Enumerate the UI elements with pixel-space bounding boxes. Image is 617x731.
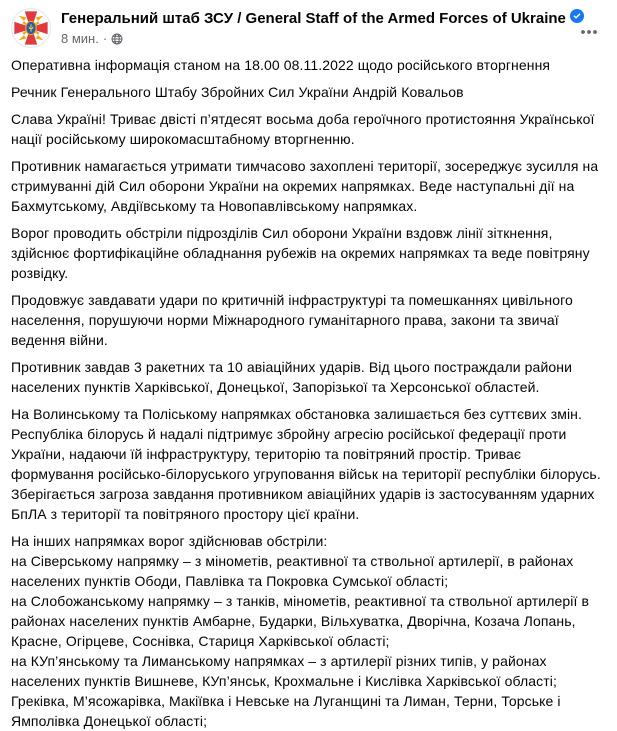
post-paragraph: Слава Україні! Триває двісті п’ятдесят восьма доба героїчного протистояння Української нації російському широкомасштабному вторгненню. xyxy=(11,111,595,147)
post-timestamp[interactable]: 8 мин. xyxy=(61,31,99,46)
post-paragraph: Противник завдав 3 ракетних та 10 авіаційних ударів. Від цього постраждали райони населених пунктів Харківської, Донецької, Запорізької та Херсонської областей. xyxy=(11,359,573,395)
post-meta-row xyxy=(61,31,575,47)
post-paragraph: Речник Генерального Штабу Збройних Сил України Андрій Ковальов xyxy=(11,84,464,100)
globe-icon xyxy=(111,33,123,45)
page-name-link[interactable]: Генеральний штаб ЗСУ / General Staff of the Armed Forces of Ukraine xyxy=(61,9,566,27)
more-options-button[interactable] xyxy=(575,20,603,44)
general-staff-emblem-icon xyxy=(12,34,50,48)
page-name-row xyxy=(61,8,575,28)
post-paragraph: На інших напрямках ворог здійснював обстріли: на Сіверському напрямку – з мінометів, реактивної та ствольної артилерії, в районах населених пунктів Ободи, Павлівка та Покровка Сумської області; на Слобожанському напрямку – з танків, мінометів, реактивної та ствольної артилерії в районах населених пунктів Амбарне, Бударки, Вільхуватка, Дворічна, Козача Лопань, Красне, Огірцеве, Соснівка, Стариця Харківської області; на КУп’янському та Лиманському напрямках – з артилерії різних типів, у районах населених пунктів Вишневе, КУп’янськ, Крохмальне і Кислівка Харківської області; Греківка, М’ясожарівка, Макіївка і Невське на Луганщині та Лиман, Терни, Торське і Ямполівка Донецької області; xyxy=(11,533,589,729)
post-paragraph: На Волинському та Поліському напрямках обстановка залишається без суттєвих змін. Республіка білорусь й надалі підтримує збройну агресію російської федерації проти України, надаючи їй інфраструктуру, територію та повітряний простір. Триває формування російсько-білоруського угруповання військ на території республіки білорусь. Зберігається загроза завдання противником авіаційних ударів із застосуванням ударних БпЛА з території та повітряного простору цієї країни. xyxy=(11,406,601,522)
page-avatar[interactable] xyxy=(11,8,51,48)
post-paragraph: Противник намагається утримати тимчасово захоплені території, зосереджує зусилля на стримуванні дій Сил оборони України на окремих напрямках. Веде наступальні дії на Бахмутському, Авдіївському та Новопавлівському напрямках. xyxy=(11,158,599,214)
post-text xyxy=(0,50,617,731)
post-paragraph: Продовжує завдавати удари по критичній інфраструктурі та помешканнях цивільного населення, порушуючи норми Міжнародного гуманітарного права, закони та звичаї ведення війни. xyxy=(11,292,573,348)
post-paragraph: Оперативна інформація станом на 18.00 08.11.2022 щодо російського вторгнення xyxy=(11,57,551,73)
meta-separator: · xyxy=(102,31,108,46)
post-header xyxy=(0,0,617,50)
post-paragraph: Ворог проводить обстріли підрозділів Сил оборони України вздовж лінії зіткнення, здійснює фортифікаційне обладнання рубежів на окремих напрямках та веде повітряну розвідку. xyxy=(11,225,590,281)
post-header-text xyxy=(61,8,575,47)
ellipsis-icon xyxy=(579,22,599,42)
